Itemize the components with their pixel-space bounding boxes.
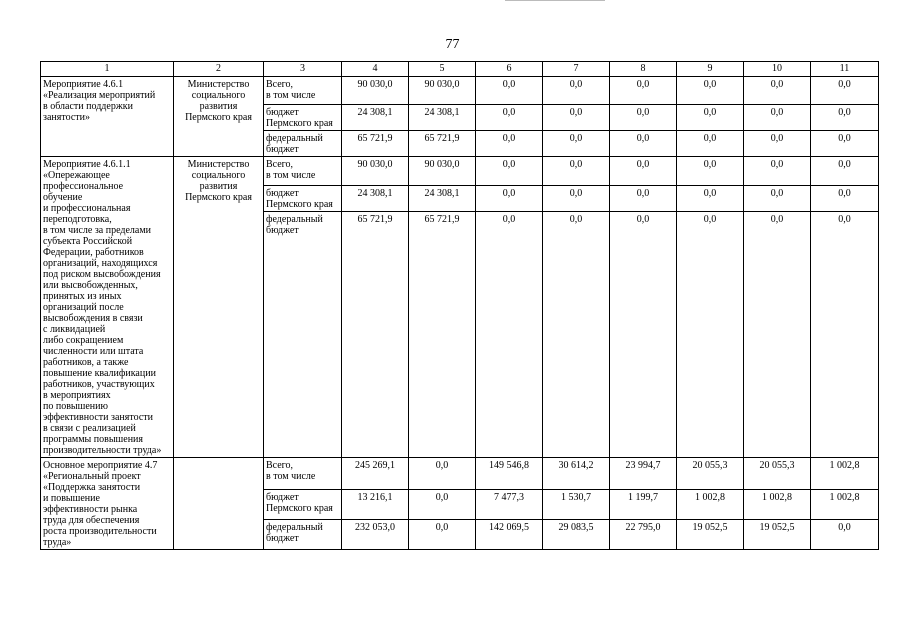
col-header: 7: [543, 62, 610, 77]
amount-cell: 19 052,5: [744, 520, 811, 550]
amount-cell: 0,0: [610, 131, 677, 157]
amount-cell: 1 002,8: [744, 490, 811, 520]
amount-cell: 30 614,2: [543, 458, 610, 490]
amount-cell: 65 721,9: [409, 131, 476, 157]
measure-name: Мероприятие 4.6.1.1 «Опережающее профессиональное обучение и профессиональная переподготовка, в том числе за пределами субъекта Российской Федерации, работников организаций, находящихся под риском высвобождения или высвобожденных, принятых из иных организаций после высвобождения в связи с ликвидацией либо сокращением численности или штата работников, а также повышение квалификации работников, участвующих в мероприятиях по повышению эффективности занятости в связи с реализацией программы повышения производительности труда»: [41, 157, 174, 458]
measure-name: Основное мероприятие 4.7 «Региональный проект «Поддержка занятости и повышение эффективности рынка труда для обеспечения роста производительности труда»: [41, 458, 174, 550]
amount-cell: 20 055,3: [744, 458, 811, 490]
col-header: 4: [342, 62, 409, 77]
funding-source: федеральный бюджет: [264, 131, 342, 157]
amount-cell: 24 308,1: [409, 105, 476, 131]
amount-cell: 0,0: [543, 157, 610, 186]
amount-cell: 0,0: [677, 77, 744, 105]
col-header: 10: [744, 62, 811, 77]
amount-cell: 0,0: [476, 157, 543, 186]
col-header: 2: [174, 62, 264, 77]
amount-cell: 0,0: [610, 105, 677, 131]
amount-cell: 0,0: [677, 131, 744, 157]
amount-cell: 0,0: [811, 212, 879, 458]
amount-cell: 0,0: [610, 157, 677, 186]
amount-cell: 0,0: [744, 157, 811, 186]
amount-cell: 65 721,9: [342, 131, 409, 157]
amount-cell: 0,0: [744, 105, 811, 131]
amount-cell: 24 308,1: [409, 185, 476, 212]
budget-table: [40, 61, 879, 550]
amount-cell: 7 477,3: [476, 490, 543, 520]
amount-cell: 65 721,9: [409, 212, 476, 458]
amount-cell: 0,0: [811, 520, 879, 550]
funding-source: бюджет Пермского края: [264, 105, 342, 131]
amount-cell: 90 030,0: [342, 157, 409, 186]
table-row: [41, 77, 879, 105]
amount-cell: 0,0: [744, 212, 811, 458]
funding-source: Всего, в том числе: [264, 77, 342, 105]
amount-cell: 0,0: [811, 77, 879, 105]
amount-cell: 13 216,1: [342, 490, 409, 520]
table-row: [41, 157, 879, 186]
col-header: 6: [476, 62, 543, 77]
amount-cell: 0,0: [811, 157, 879, 186]
table-row: [41, 458, 879, 490]
funding-source: Всего, в том числе: [264, 458, 342, 490]
amount-cell: 19 052,5: [677, 520, 744, 550]
amount-cell: 149 546,8: [476, 458, 543, 490]
amount-cell: 0,0: [543, 185, 610, 212]
col-header: 1: [41, 62, 174, 77]
col-header: 9: [677, 62, 744, 77]
amount-cell: 245 269,1: [342, 458, 409, 490]
funding-source: бюджет Пермского края: [264, 185, 342, 212]
amount-cell: 20 055,3: [677, 458, 744, 490]
amount-cell: 1 530,7: [543, 490, 610, 520]
amount-cell: 0,0: [811, 185, 879, 212]
amount-cell: 90 030,0: [342, 77, 409, 105]
executor: [174, 458, 264, 550]
amount-cell: 90 030,0: [409, 157, 476, 186]
amount-cell: 0,0: [409, 520, 476, 550]
amount-cell: 0,0: [677, 105, 744, 131]
amount-cell: 0,0: [543, 131, 610, 157]
funding-source: федеральный бюджет: [264, 520, 342, 550]
amount-cell: 0,0: [476, 131, 543, 157]
amount-cell: 1 002,8: [811, 490, 879, 520]
amount-cell: 1 199,7: [610, 490, 677, 520]
amount-cell: 0,0: [811, 105, 879, 131]
col-header: 3: [264, 62, 342, 77]
amount-cell: 0,0: [543, 105, 610, 131]
amount-cell: 1 002,8: [811, 458, 879, 490]
column-number-row: [41, 62, 879, 77]
amount-cell: 65 721,9: [342, 212, 409, 458]
amount-cell: 0,0: [476, 212, 543, 458]
amount-cell: 0,0: [811, 131, 879, 157]
amount-cell: 0,0: [409, 490, 476, 520]
scan-artifact-line: [505, 0, 605, 1]
amount-cell: 90 030,0: [409, 77, 476, 105]
amount-cell: 23 994,7: [610, 458, 677, 490]
amount-cell: 22 795,0: [610, 520, 677, 550]
amount-cell: 142 069,5: [476, 520, 543, 550]
amount-cell: 0,0: [744, 131, 811, 157]
amount-cell: 0,0: [476, 105, 543, 131]
executor: Министерство социального развития Пермского края: [174, 157, 264, 458]
amount-cell: 29 083,5: [543, 520, 610, 550]
amount-cell: 0,0: [543, 77, 610, 105]
amount-cell: 0,0: [744, 77, 811, 105]
amount-cell: 0,0: [610, 77, 677, 105]
amount-cell: 24 308,1: [342, 185, 409, 212]
measure-name: Мероприятие 4.6.1 «Реализация мероприятий в области поддержки занятости»: [41, 77, 174, 157]
amount-cell: 0,0: [476, 77, 543, 105]
amount-cell: 0,0: [476, 185, 543, 212]
col-header: 8: [610, 62, 677, 77]
funding-source: бюджет Пермского края: [264, 490, 342, 520]
funding-source: федеральный бюджет: [264, 212, 342, 458]
amount-cell: 0,0: [543, 212, 610, 458]
amount-cell: 0,0: [677, 185, 744, 212]
page-number: 77: [445, 37, 460, 52]
amount-cell: 0,0: [409, 458, 476, 490]
amount-cell: 1 002,8: [677, 490, 744, 520]
executor: Министерство социального развития Пермского края: [174, 77, 264, 157]
col-header: 5: [409, 62, 476, 77]
amount-cell: 0,0: [677, 157, 744, 186]
amount-cell: 0,0: [610, 185, 677, 212]
amount-cell: 0,0: [610, 212, 677, 458]
amount-cell: 0,0: [744, 185, 811, 212]
amount-cell: 0,0: [677, 212, 744, 458]
funding-source: Всего, в том числе: [264, 157, 342, 186]
col-header: 11: [811, 62, 879, 77]
amount-cell: 24 308,1: [342, 105, 409, 131]
amount-cell: 232 053,0: [342, 520, 409, 550]
